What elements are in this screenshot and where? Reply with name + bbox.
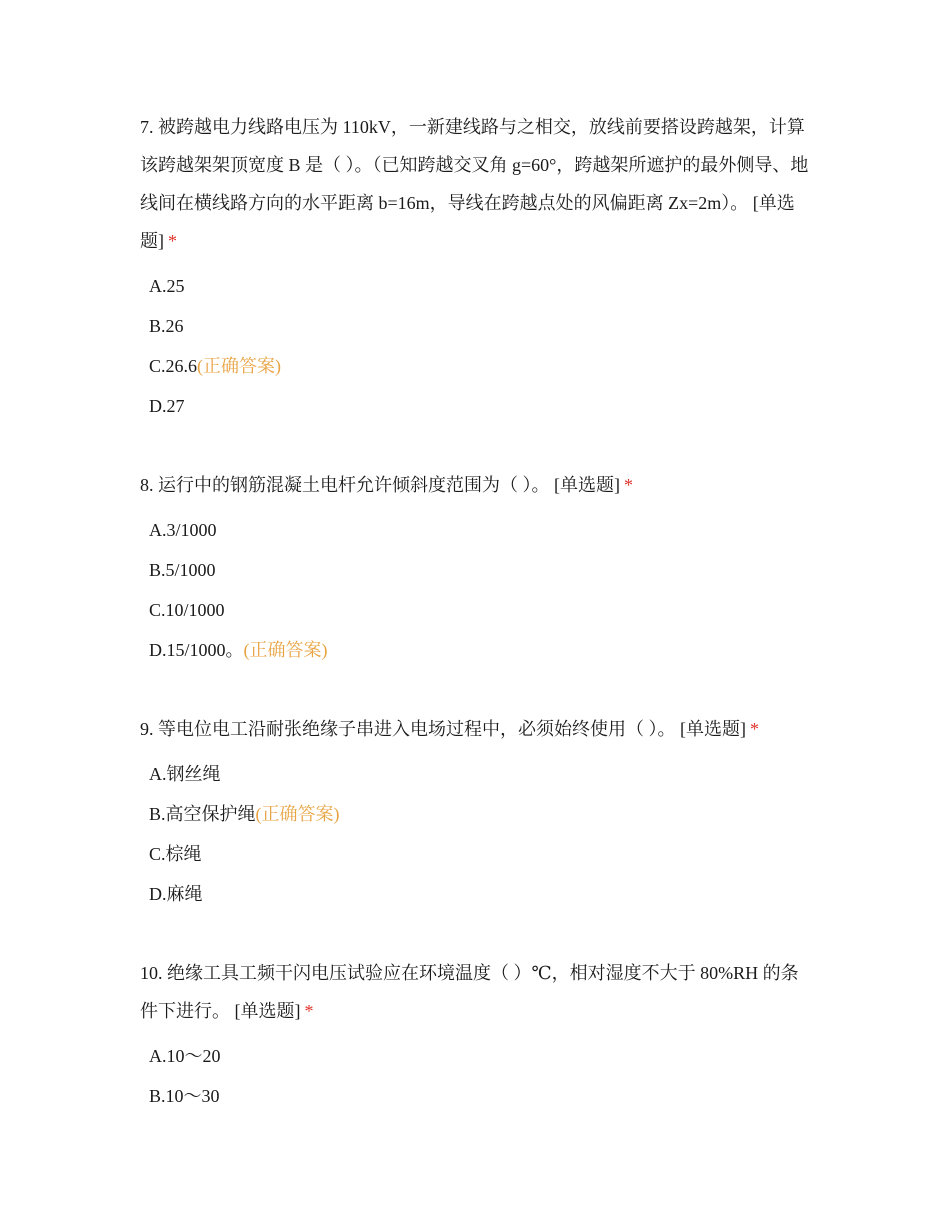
option-a[interactable] — [149, 266, 815, 306]
option-text: D.15/1000。 — [149, 640, 244, 660]
option-b[interactable] — [149, 306, 815, 346]
option-d[interactable] — [149, 630, 815, 670]
question-9 — [140, 710, 815, 914]
option-text: A.钢丝绳 — [149, 764, 221, 784]
question-title — [140, 108, 815, 260]
option-c[interactable] — [149, 834, 815, 874]
required-mark: * — [304, 1001, 314, 1021]
option-a[interactable] — [149, 1036, 815, 1076]
question-title — [140, 466, 815, 504]
option-text: C.26.6 — [149, 356, 198, 376]
option-text: B.5/1000 — [149, 560, 216, 580]
question-type: [单选题] — [234, 1001, 301, 1021]
option-list — [140, 754, 815, 914]
option-d[interactable] — [149, 386, 815, 426]
question-title — [140, 710, 815, 748]
option-text: C.10/1000 — [149, 600, 225, 620]
option-c[interactable] — [149, 346, 815, 386]
question-10 — [140, 954, 815, 1116]
option-c[interactable] — [149, 590, 815, 630]
option-b[interactable] — [149, 550, 815, 590]
option-text: B.10～30 — [149, 1086, 220, 1106]
question-text: 7. 被跨越电力线路电压为 110kV，一新建线路与之相交，放线前要搭设跨越架，计算该跨越架架顶宽度 B 是（ ）。（已知跨越交叉角 g=60°，跨越架所遮护的最外侧导、地线间在横线路方向的水平距离 b=16m，导线在跨越点处的风偏距离 Zx=2m）。 — [140, 117, 809, 213]
option-list — [140, 1036, 815, 1116]
required-mark: * — [750, 719, 759, 739]
option-list — [140, 510, 815, 670]
question-title — [140, 954, 815, 1030]
option-d[interactable] — [149, 874, 815, 914]
question-type: [单选题] — [140, 193, 795, 251]
option-text: A.10～20 — [149, 1046, 221, 1066]
correct-answer-mark: (正确答案) — [243, 640, 328, 660]
question-text: 10. 绝缘工具工频干闪电压试验应在环境温度（ ）℃，相对湿度不大于 80%RH 的条件下进行。 — [140, 963, 799, 1021]
document-page — [140, 108, 815, 1156]
question-type: [单选题] — [680, 719, 746, 739]
option-text: A.3/1000 — [149, 520, 217, 540]
required-mark: * — [624, 475, 633, 495]
option-text: B.高空保护绳 — [149, 804, 256, 824]
option-text: A.25 — [149, 276, 185, 296]
correct-answer-mark: (正确答案) — [197, 356, 282, 376]
option-list — [140, 266, 815, 426]
question-text: 9. 等电位电工沿耐张绝缘子串进入电场过程中，必须始终使用（ ）。 — [140, 719, 676, 739]
question-7 — [140, 108, 815, 426]
option-a[interactable] — [149, 754, 815, 794]
question-text: 8. 运行中的钢筋混凝土电杆允许倾斜度范围为（ ）。 — [140, 475, 550, 495]
option-text: D.麻绳 — [149, 884, 203, 904]
option-b[interactable] — [149, 1076, 815, 1116]
question-8 — [140, 466, 815, 670]
option-text: D.27 — [149, 396, 185, 416]
option-text: C.棕绳 — [149, 844, 202, 864]
required-mark: * — [168, 231, 177, 251]
option-a[interactable] — [149, 510, 815, 550]
question-type: [单选题] — [554, 475, 620, 495]
option-b[interactable] — [149, 794, 815, 834]
correct-answer-mark: (正确答案) — [255, 804, 340, 824]
option-text: B.26 — [149, 316, 184, 336]
